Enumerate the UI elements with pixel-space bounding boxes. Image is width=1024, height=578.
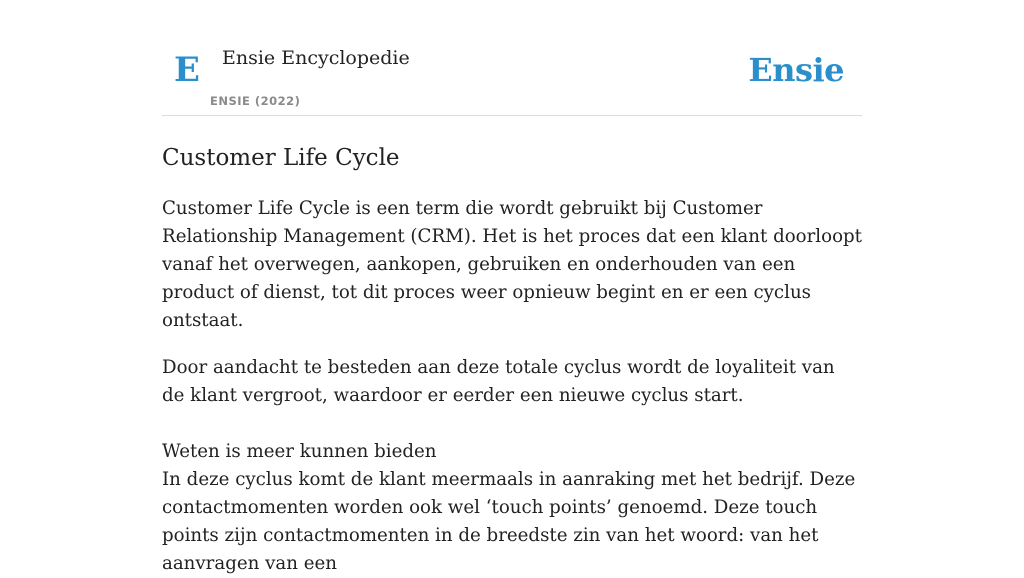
article-title: Customer Life Cycle	[162, 145, 400, 171]
article-paragraph-1: Customer Life Cycle is een term die wordt gebruikt bij Customer Relationship Management (CRM). Het is het proces dat een klant doorloopt vanaf het overwegen, aankopen, gebruiken en onderhouden van een product of dienst, tot dit proces weer opnieuw begint en er een cyclus ontstaat.	[162, 198, 862, 331]
article-page	[162, 0, 862, 574]
header	[162, 0, 862, 116]
source-label: ENSIE (2022)	[210, 94, 301, 108]
ensie-logo-icon[interactable]: E	[174, 50, 200, 90]
article-paragraph-2: Door aandacht te besteden aan deze totale cyclus wordt de loyaliteit van de klant vergroot, waardoor er eerder een nieuwe cyclus start.	[162, 357, 835, 406]
brand-logo[interactable]: Ensie	[748, 51, 844, 89]
article-subheading: Weten is meer kunnen bieden	[162, 441, 437, 462]
site-name[interactable]: Ensie Encyclopedie	[222, 47, 410, 69]
article-paragraph-3: In deze cyclus komt de klant meermaals in aanraking met het bedrijf. Deze contactmomenten worden ook wel ‘touch points’ genoemd. Deze touch points zijn contactmomenten in de breedste zin van het woord: van het aanvragen van een	[162, 469, 856, 574]
